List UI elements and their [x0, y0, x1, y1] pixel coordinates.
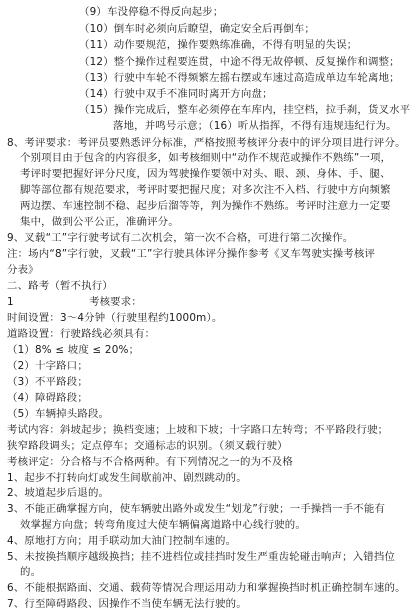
- text-line: （9）车没停稳不得反向起步；: [79, 6, 224, 18]
- text-line: 8、考评要求：考评员要熟悉评分标准，严格按照考核评分表中的评分项目进行评分。: [7, 136, 406, 149]
- section-heading: 二、路考（暂不执行）: [7, 279, 113, 292]
- text-line: 5、未按换挡顺序越级换挡；挂不进档位或挂挡时发生严重齿轮碰击响声；入错挡位: [7, 550, 396, 563]
- text-line: 脚等部位都有规范要求，考评时要把握尺度；对多次注不入档、行驶中方向频繁: [20, 183, 391, 196]
- text-line: 考评时要把握好评分尺度，因为驾驶操作要领中对头、眼、颈、身体、手、腿、: [20, 168, 391, 181]
- text-line: 4、原地打方向；用手联动加大油门控制车速的。: [7, 534, 237, 547]
- text-line: 的。: [20, 566, 42, 579]
- text-line: 7、行至障碍路段、因操作不当使车辆无法行驶的。: [7, 598, 247, 610]
- text-line: （13）行驶中车轮不得频繁左摇右摆或车速过高造成单边车轮离地；: [79, 71, 400, 84]
- text-line: 分表》: [7, 263, 39, 276]
- text-line: 时间设置：3～4分钟（行驶里程约1000m）。: [7, 312, 223, 324]
- text-line: 效掌握方向盘；转弯角度过大使车辆偏离道路中心线行驶的。: [20, 519, 306, 531]
- text-line: （3）不平路段；: [7, 376, 88, 388]
- text-line: 道路设置：行驶路线必须具有：: [7, 327, 156, 340]
- text-line: （14）行驶中双手不准同时离开方向盘；: [79, 88, 273, 101]
- text-line: 9、叉载“工”字行驶考试有二次机会，第一次不合格，可进行第二次操作。: [7, 232, 354, 245]
- text-line: （12）整个操作过程要连贯，中途不得无故停顿、反复操作和调整；: [79, 55, 400, 68]
- text-line: 考试内容：斜坡起步；换档变速；上坡和下坡；十字路口左转弯；不平路段行驶；: [7, 424, 389, 437]
- text-line: （10）倒车时必须向后瞭望，确定安全后再倒车；: [79, 22, 316, 35]
- text-line: （5）车辆掉头路段。: [7, 407, 110, 420]
- text-line: 考核评定：分合格与不合格两种。有下列情况之一的为不及格: [7, 455, 293, 468]
- text-line: 3、不能正确掌握方向，使车辆驶出路外或发生“划龙”行驶；一手操挡一手不能有: [7, 503, 386, 516]
- text-line: （15）操作完成后，整车必须停在车库内，挂空档，拉手刹，货叉水平: [79, 104, 411, 117]
- text-line: 注：场内“8”字行驶，叉载“工”字行驶具体评分操作参考《叉车驾驶实操考核评: [7, 248, 376, 260]
- text-line: 集中，做到公平公正，准确评分。: [20, 215, 179, 228]
- text-line: 两边摆、车速控制不稳、起步后溜等等，判为操作不熟练。考评时注意力一定要: [20, 199, 391, 212]
- text-line: 6、不能根据路面、交通、载荷等情况合理运用动力和掌握换挡时机正确控制车速的。: [7, 582, 406, 595]
- text-line: 1、起步不打转向灯或发生间歇前冲、剧烈跳动的。: [7, 471, 247, 484]
- text-line: 个别项目由于包含的内容很多，如考核细则中“动作不规范或操作不熟练”一项，: [20, 152, 392, 165]
- text-line: 2、坡道起步后退的。: [7, 487, 110, 500]
- text-line: 考核要求：: [89, 296, 142, 309]
- text-line: 狭窄路段调头；定点停车；交通标志的识别。（须叉载行驶）: [7, 440, 288, 452]
- text-line: （2）十字路口；: [7, 360, 88, 373]
- section-number: 1: [7, 296, 14, 309]
- text-line: （11）动作要规范，操作要熟练准确，不得有明显的失误；: [79, 39, 358, 52]
- text-line: （4）障碍路段；: [7, 391, 88, 404]
- text-line: 落地，并鸣号示意；（16）听从指挥，不得有违规违纪行为。: [113, 119, 397, 132]
- text-line: （1）8% ≤ 坡度 ≤ 20%；: [7, 344, 140, 357]
